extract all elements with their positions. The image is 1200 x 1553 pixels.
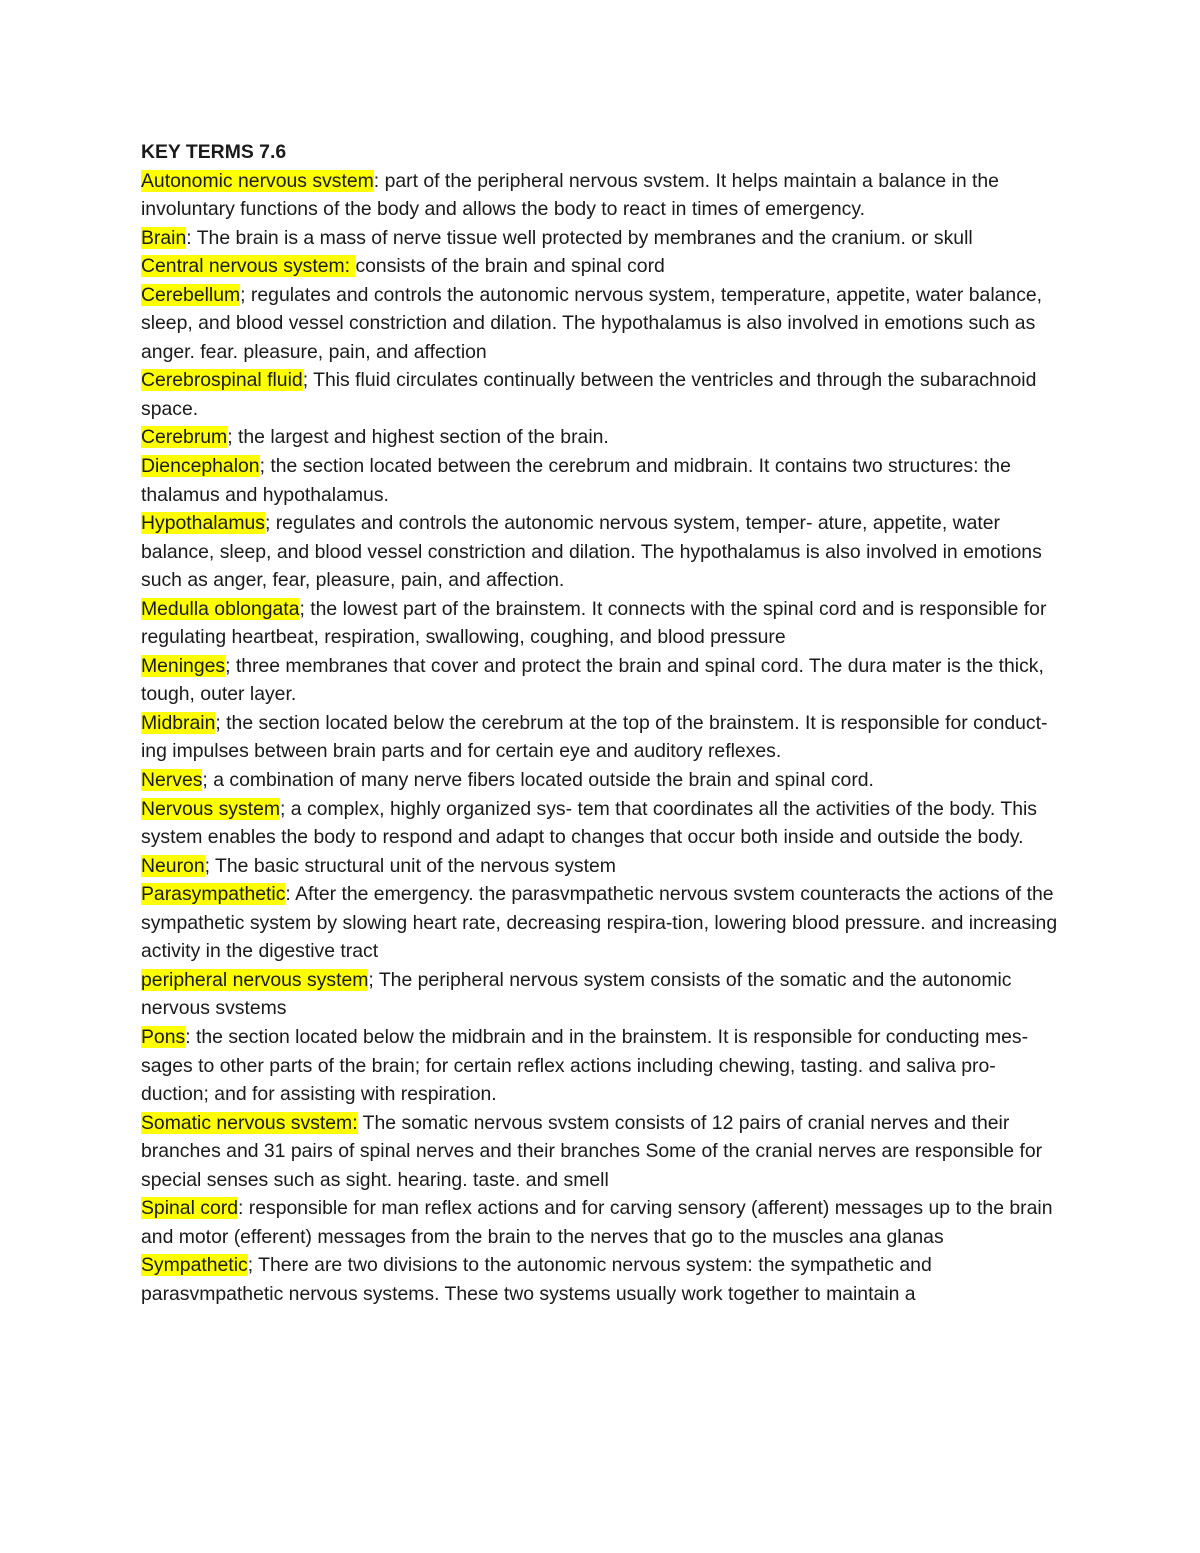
key-term-highlighted: Pons (141, 1025, 186, 1048)
key-term-definition: ; The basic structural unit of the nervous system (204, 854, 616, 877)
key-term-highlighted: peripheral nervous system (141, 968, 369, 991)
key-term-entry (141, 652, 1066, 709)
key-term-entry (141, 1109, 1066, 1195)
key-term-highlighted: Spinal cord (141, 1197, 239, 1220)
key-term-entry (141, 1194, 1066, 1251)
key-term-entry (141, 709, 1066, 766)
key-term-definition: ; a combination of many nerve fibers located outside the brain and spinal cord. (202, 769, 874, 792)
key-term-highlighted: Midbrain (141, 711, 216, 734)
key-term-entry (141, 252, 1066, 281)
key-term-entry (141, 452, 1066, 509)
key-term-definition: : After the emergency. the parasvmpathetic nervous svstem counteracts the actions of the sympathetic system by slowing heart rate, decreasing respira-tion, lowering blood pressure. and increasing activity in the digestive tract (141, 883, 1058, 963)
key-term-entry (141, 852, 1066, 881)
key-term-entry (141, 795, 1066, 852)
key-term-definition: ; a complex, highly organized sys- tem that coordinates all the activities of the body. This system enables the body to respond and adapt to changes that occur both inside and outside the body. (141, 797, 1037, 849)
key-term-definition: ; regulates and controls the autonomic nervous system, temperature, appetite, water balance, sleep, and blood vessel constriction and dilation. The hypothalamus is also involved in emotions such as anger. fear. pleasure, pain, and affection (141, 283, 1043, 363)
key-term-entry (141, 423, 1066, 452)
key-term-definition: ; regulates and controls the autonomic nervous system, temper- ature, appetite, water balance, sleep, and blood vessel constriction and dilation. The hypothalamus is also involved in emotions such as anger, fear, pleasure, pain, and affection. (141, 512, 1042, 592)
key-term-definition: ; the section located below the cerebrum at the top of the brainstem. It is responsible for conduct- ing impulses between brain parts and for certain eye and auditory reflexes. (141, 711, 1048, 763)
key-term-definition: ; There are two divisions to the autonomic nervous system: the sympathetic and parasvmpathetic nervous systems. These two systems usually work together to maintain a (141, 1254, 932, 1305)
key-term-highlighted: Hypothalamus (141, 512, 265, 535)
key-term-definition: ; three membranes that cover and protect the brain and spinal cord. The dura mater is the thick, tough, outer layer. (141, 654, 1044, 706)
key-term-definition: : responsible for man reflex actions and for carving sensory (afferent) messages up to the brain and motor (efferent) messages from the brain to the nerves that go to the muscles ana glanas (141, 1197, 1053, 1248)
key-term-entry (141, 509, 1066, 595)
document-heading: KEY TERMS 7.6 (141, 141, 287, 163)
key-term-highlighted: Cerebrospinal fluid (141, 369, 303, 392)
key-term-entry (141, 1023, 1066, 1109)
key-term-entry (141, 281, 1066, 367)
key-term-definition: ; the largest and highest section of the brain. (227, 426, 609, 449)
key-term-definition: ; This fluid circulates continually between the ventricles and through the subarachnoid space. (141, 369, 1037, 420)
key-term-highlighted: Nerves (141, 769, 203, 792)
key-term-entry (141, 880, 1066, 966)
key-term-entry (141, 224, 1066, 253)
key-term-highlighted: Brain (141, 226, 187, 249)
key-term-highlighted: Medulla oblongata (141, 597, 300, 620)
key-term-entry (141, 1251, 1066, 1308)
key-term-entry (141, 595, 1066, 652)
key-term-highlighted: Cerebellum (141, 283, 241, 306)
key-term-definition: : the section located below the midbrain and in the brainstem. It is responsible for conducting mes- sages to other parts of the brain; for certain reflex actions including chewing, tasting. and saliva pro- duction; and for assisting with respiration. (141, 1025, 1029, 1106)
key-term-definition: consists of the brain and spinal cord (355, 255, 665, 278)
key-term-definition: The somatic nervous svstem consists of 12 pairs of cranial nerves and their branches and 31 pairs of spinal nerves and their branches Some of the cranial nerves are responsible for special senses such as sight. hearing. taste. and smell (141, 1111, 1043, 1191)
key-term-highlighted: Nervous system (141, 797, 281, 820)
key-term-definition: ; The peripheral nervous system consists of the somatic and the autonomic nervous svstems (141, 968, 1012, 1020)
document-page (141, 138, 1066, 1308)
key-term-highlighted: Somatic nervous svstem: (141, 1111, 358, 1134)
key-term-definition: : The brain is a mass of nerve tissue well protected by membranes and the cranium. or skull (186, 226, 973, 249)
key-term-highlighted: Central nervous system: (141, 255, 356, 278)
key-term-highlighted: Neuron (141, 854, 205, 877)
key-term-highlighted: Cerebrum (141, 426, 228, 449)
key-term-highlighted: Parasympathetic (141, 883, 286, 906)
key-term-entry (141, 167, 1066, 224)
key-term-highlighted: Sympathetic (141, 1254, 248, 1277)
key-terms-list (141, 167, 1066, 1309)
key-term-entry (141, 966, 1066, 1023)
key-term-definition: ; the section located between the cerebrum and midbrain. It contains two structures: the thalamus and hypothalamus. (141, 455, 1011, 506)
key-term-highlighted: Autonomic nervous svstem (141, 169, 374, 192)
key-term-entry (141, 366, 1066, 423)
key-term-entry (141, 766, 1066, 795)
key-term-highlighted: Meninges (141, 654, 226, 677)
key-term-highlighted: Diencephalon (141, 455, 260, 478)
key-term-definition: : part of the peripheral nervous svstem. It helps maintain a balance in the involuntary functions of the body and allows the body to react in times of emergency. (141, 169, 999, 221)
key-term-definition: ; the lowest part of the brainstem. It connects with the spinal cord and is responsible for regulating heartbeat, respiration, swallowing, coughing, and blood pressure (141, 597, 1047, 649)
